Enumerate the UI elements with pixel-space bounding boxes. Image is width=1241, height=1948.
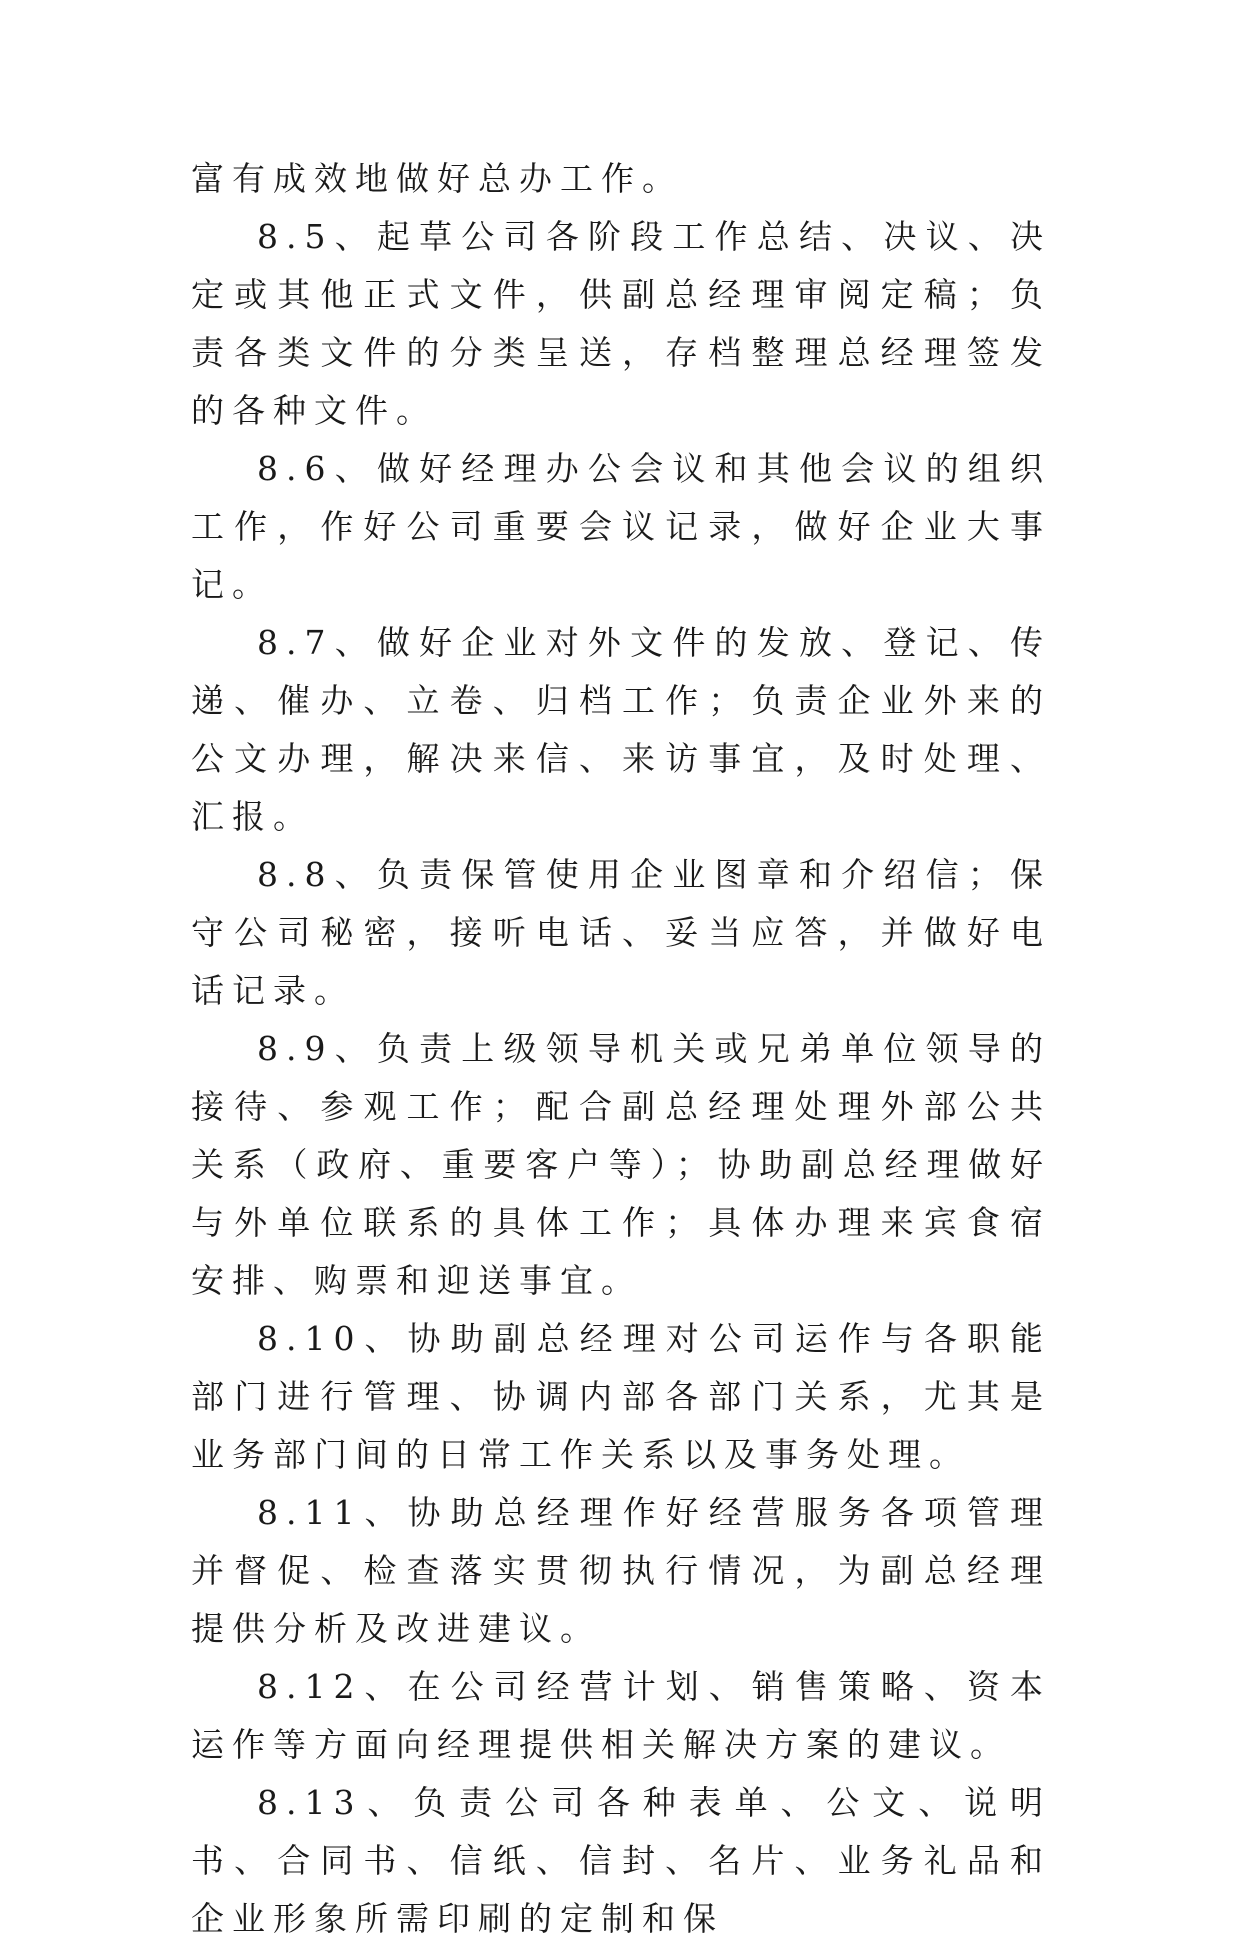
paragraph-8-5: 8.5、起草公司各阶段工作总结、决议、决定或其他正式文件，供副总经理审阅定稿；负责各类文件的分类呈送，存档整理总经理签发的各种文件。 bbox=[191, 217, 1051, 430]
paragraph-8-10: 8.10、协助副总经理对公司运作与各职能部门进行管理、协调内部各部门关系，尤其是业务部门间的日常工作关系以及事务处理。 bbox=[191, 1319, 1051, 1474]
paragraph-8-12: 8.12、在公司经营计划、销售策略、资本运作等方面向经理提供相关解决方案的建议。 bbox=[191, 1667, 1051, 1764]
paragraph-8-8: 8.8、负责保管使用企业图章和介绍信；保守公司秘密，接听电话、妥当应答，并做好电话记录。 bbox=[191, 855, 1051, 1010]
paragraph-8-13: 8.13、负责公司各种表单、公文、说明书、合同书、信纸、信封、名片、业务礼品和企业形象所需印刷的定制和保 bbox=[191, 1783, 1051, 1938]
document-body bbox=[191, 150, 1051, 1948]
paragraph-8-9: 8.9、负责上级领导机关或兄弟单位领导的接待、参观工作；配合副总经理处理外部公共关系（政府、重要客户等）；协助副总经理做好与外单位联系的具体工作；具体办理来宾食宿安排、购票和迎送事宜。 bbox=[191, 1029, 1051, 1300]
paragraph-continuation: 富有成效地做好总办工作。 bbox=[191, 159, 683, 198]
paragraph-8-11: 8.11、协助总经理作好经营服务各项管理并督促、检查落实贯彻执行情况，为副总经理提供分析及改进建议。 bbox=[191, 1493, 1051, 1648]
paragraph-8-6: 8.6、做好经理办公会议和其他会议的组织工作，作好公司重要会议记录，做好企业大事记。 bbox=[191, 449, 1051, 604]
paragraph-8-7: 8.7、做好企业对外文件的发放、登记、传递、催办、立卷、归档工作；负责企业外来的公文办理，解决来信、来访事宜，及时处理、汇报。 bbox=[191, 623, 1051, 836]
